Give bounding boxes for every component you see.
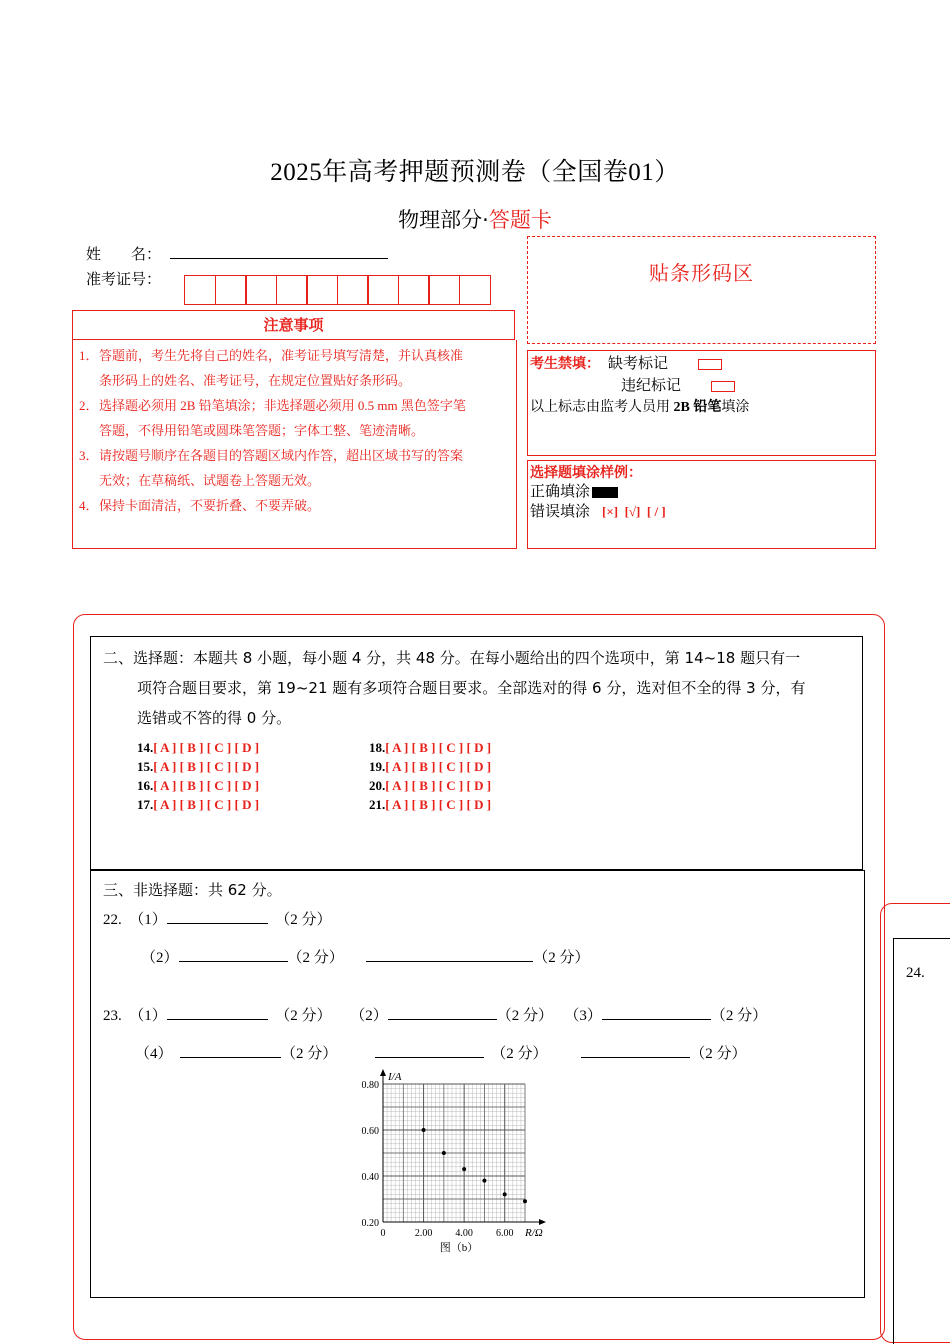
sample-label: 选择题填涂样例： [530, 465, 642, 481]
mc-question-row[interactable] [369, 795, 491, 814]
points-label: （2 分） [690, 1046, 747, 1062]
mc-question-number: 15. [137, 759, 154, 774]
id-digit-box[interactable] [306, 275, 338, 305]
data-point [462, 1167, 466, 1171]
q22-part2-blank-b[interactable] [366, 948, 533, 962]
x-tick-label: 6.00 [495, 1228, 514, 1239]
q23-part4-blank-a[interactable] [180, 1044, 281, 1058]
y-tick-label: 0.40 [361, 1172, 379, 1183]
points-label: （2 分） [533, 950, 590, 966]
subtitle-part-black: 物理部分· [398, 208, 489, 232]
forbid-note-bold: 2B 铅笔 [673, 400, 722, 415]
points-label: （2 分） [275, 912, 332, 928]
notice-item-number: 2． [79, 398, 99, 413]
points-label: （2 分） [710, 1008, 768, 1024]
q24-answer-box[interactable] [893, 938, 950, 1344]
forbid-note-post: 填涂 [721, 400, 750, 415]
subtitle-part-red: 答题卡 [488, 208, 552, 232]
q23-part1-label: （1） [129, 1008, 167, 1024]
q23-part3-label: （3） [564, 1008, 602, 1024]
points-label: （2 分） [275, 1008, 332, 1024]
data-point [503, 1192, 507, 1196]
nc-heading: 三、非选择题：共 62 分。 [103, 881, 282, 899]
mc-question-row[interactable] [137, 795, 369, 814]
violation-mark-label: 违纪标记 [621, 378, 682, 394]
notice-line: 条形码上的姓名、准考证号，在规定位置贴好条形码。 [99, 373, 412, 388]
notice-item-text [99, 443, 463, 493]
i-r-graph [345, 1066, 555, 1258]
y-tick-label: 0.60 [361, 1126, 379, 1137]
notice-item-number: 1． [79, 348, 99, 363]
x-tick-label: 4.00 [455, 1228, 473, 1239]
id-number-boxes[interactable] [184, 275, 489, 305]
q22-part2-label: （2） [141, 950, 179, 966]
wrong-fill-examples: [×] [√] [ / ] [602, 504, 666, 519]
id-digit-box[interactable] [276, 275, 308, 305]
forbid-note-pre: 以上标志由监考人员用 [530, 400, 674, 415]
barcode-area [527, 236, 876, 344]
id-label: 准考证号： [86, 272, 162, 288]
graph-tick-labels [362, 1080, 514, 1239]
mc-question-number: 16. [137, 778, 154, 793]
x-axis-arrow [539, 1219, 546, 1225]
notice-line: 请按题号顺序在各题目的答题区域内作答，超出区域书写的答案 [99, 448, 464, 463]
mc-question-row[interactable] [369, 776, 491, 795]
mc-question-number: 14. [137, 740, 154, 755]
notice-item [79, 443, 510, 493]
q23-part4-blank-c[interactable] [581, 1044, 690, 1058]
notice-item [79, 393, 510, 443]
id-digit-box[interactable] [215, 275, 247, 305]
absent-mark-box[interactable] [698, 359, 722, 370]
name-label: 姓 名： [86, 247, 162, 263]
notice-item-number: 3． [79, 448, 99, 463]
examinee-forbidden-box [527, 350, 876, 456]
graph-caption: 图（b） [439, 1242, 479, 1254]
x-tick-label: 0 [380, 1228, 386, 1239]
page-subtitle [0, 204, 950, 234]
points-label: （2 分） [281, 1046, 338, 1062]
id-digit-box[interactable] [367, 275, 399, 305]
q24-number: 24. [906, 965, 925, 981]
q23-row2 [135, 1042, 747, 1063]
mc-instr-line: 二、选择题：本题共 8 小题，每小题 4 分，共 48 分。在每小题给出的四个选项中，第 14~18 题只有一 [103, 649, 801, 667]
mc-options[interactable]: [ A ] [ B ] [ C ] [ D ] [153, 778, 260, 793]
correct-fill-label: 正确填涂 [530, 484, 591, 500]
mc-question-row[interactable] [137, 757, 369, 776]
q23-part4-label: （4） [135, 1046, 173, 1062]
notice-line: 答题前，考生先将自己的姓名，准考证号填写清楚，并认真核准 [99, 348, 464, 363]
mc-instructions [103, 643, 850, 733]
q23-part2-blank[interactable] [388, 1006, 497, 1020]
mc-question-number: 17. [137, 797, 154, 812]
notice-line: 答题，不得用铅笔或圆珠笔答题；字体工整、笔迹清晰。 [99, 423, 425, 438]
mc-options[interactable]: [ A ] [ B ] [ C ] [ D ] [385, 797, 492, 812]
mc-question-number: 21. [369, 797, 386, 812]
wrong-fill-label: 错误填涂 [530, 504, 591, 520]
mc-question-row[interactable] [137, 738, 369, 757]
y-axis-label: I/A [388, 1071, 402, 1083]
id-digit-box[interactable] [459, 275, 491, 305]
q22-part1-label: （1） [129, 912, 167, 928]
mc-question-number: 19. [369, 759, 386, 774]
mc-question-number: 18. [369, 740, 386, 755]
page-title: 2025年高考押题预测卷（全国卷01） [270, 159, 680, 186]
notice-line: 选择题必须用 2B 铅笔填涂；非选择题必须用 0.5 mm 黑色签字笔 [99, 398, 466, 413]
mc-options[interactable]: [ A ] [ B ] [ C ] [ D ] [385, 778, 492, 793]
notice-item-number: 4． [79, 498, 99, 513]
points-label: （2 分） [287, 950, 344, 966]
mc-options[interactable]: [ A ] [ B ] [ C ] [ D ] [153, 797, 260, 812]
mc-instr-line: 选错或不答的得 0 分。 [137, 709, 292, 727]
notice-heading: 注意事项 [72, 310, 515, 340]
absent-mark-label: 缺考标记 [608, 356, 669, 372]
points-label: （2 分） [491, 1046, 548, 1062]
y-tick-label: 0.80 [361, 1080, 379, 1091]
mc-question-row[interactable] [369, 738, 491, 757]
mc-options[interactable]: [ A ] [ B ] [ C ] [ D ] [153, 740, 260, 755]
q23-number: 23. [103, 1008, 122, 1024]
notice-item [79, 343, 510, 393]
data-point [442, 1151, 446, 1155]
mc-question-row[interactable] [137, 776, 369, 795]
mc-options[interactable]: [ A ] [ B ] [ C ] [ D ] [385, 759, 492, 774]
q22-row2 [141, 946, 590, 967]
notice-item-text [99, 343, 463, 393]
id-digit-box[interactable] [398, 275, 430, 305]
mc-options[interactable]: [ A ] [ B ] [ C ] [ D ] [153, 759, 260, 774]
violation-mark-box[interactable] [711, 381, 735, 392]
name-field[interactable] [170, 258, 388, 259]
mc-options[interactable]: [ A ] [ B ] [ C ] [ D ] [385, 740, 492, 755]
mc-question-row[interactable] [369, 757, 491, 776]
q23-part4-blank-b[interactable] [375, 1044, 484, 1058]
mc-instr-line: 项符合题目要求，第 19~21 题有多项符合题目要求。全部选对的得 6 分，选对但不全的得 3 分，有 [137, 679, 806, 697]
notice-item [79, 493, 510, 518]
q23-part3-blank[interactable] [602, 1006, 711, 1020]
barcode-label: 贴条形码区 [649, 263, 754, 285]
notice-item-text [99, 393, 466, 443]
id-digit-box[interactable] [245, 275, 277, 305]
multiple-choice-section [90, 636, 863, 870]
q22-part2-blank-a[interactable] [179, 948, 288, 962]
notice-line: 保持卡面清洁，不要折叠、不要弄破。 [99, 498, 321, 513]
q23-row1 [103, 1004, 767, 1025]
data-point [422, 1128, 426, 1132]
id-digit-box[interactable] [337, 275, 369, 305]
id-digit-box[interactable] [184, 275, 216, 305]
notice-list [72, 340, 517, 549]
x-axis-label: R/Ω [525, 1227, 543, 1239]
id-digit-box[interactable] [428, 275, 460, 305]
graph-grid-major [383, 1084, 525, 1222]
notice-line: 无效；在草稿纸、试题卷上答题无效。 [99, 473, 321, 488]
mc-answer-grid [103, 738, 850, 814]
q23-part2-label: （2） [350, 1008, 388, 1024]
y-axis-arrow [380, 1069, 386, 1076]
x-tick-label: 2.00 [414, 1228, 433, 1239]
forbid-label: 考生禁填： [530, 356, 600, 372]
q23-part1-blank[interactable] [167, 1006, 268, 1020]
y-tick-label: 0.20 [361, 1218, 379, 1229]
data-point [482, 1179, 486, 1183]
q22-number: 22. [103, 912, 122, 928]
q22-part1-blank[interactable] [167, 910, 268, 924]
mc-question-number: 20. [369, 778, 386, 793]
forbid-note [530, 397, 873, 419]
fill-sample-box [527, 460, 876, 549]
points-label: （2 分） [496, 1008, 554, 1024]
q22-row1 [103, 908, 332, 929]
correct-fill-example [592, 487, 618, 498]
data-point [523, 1199, 527, 1203]
